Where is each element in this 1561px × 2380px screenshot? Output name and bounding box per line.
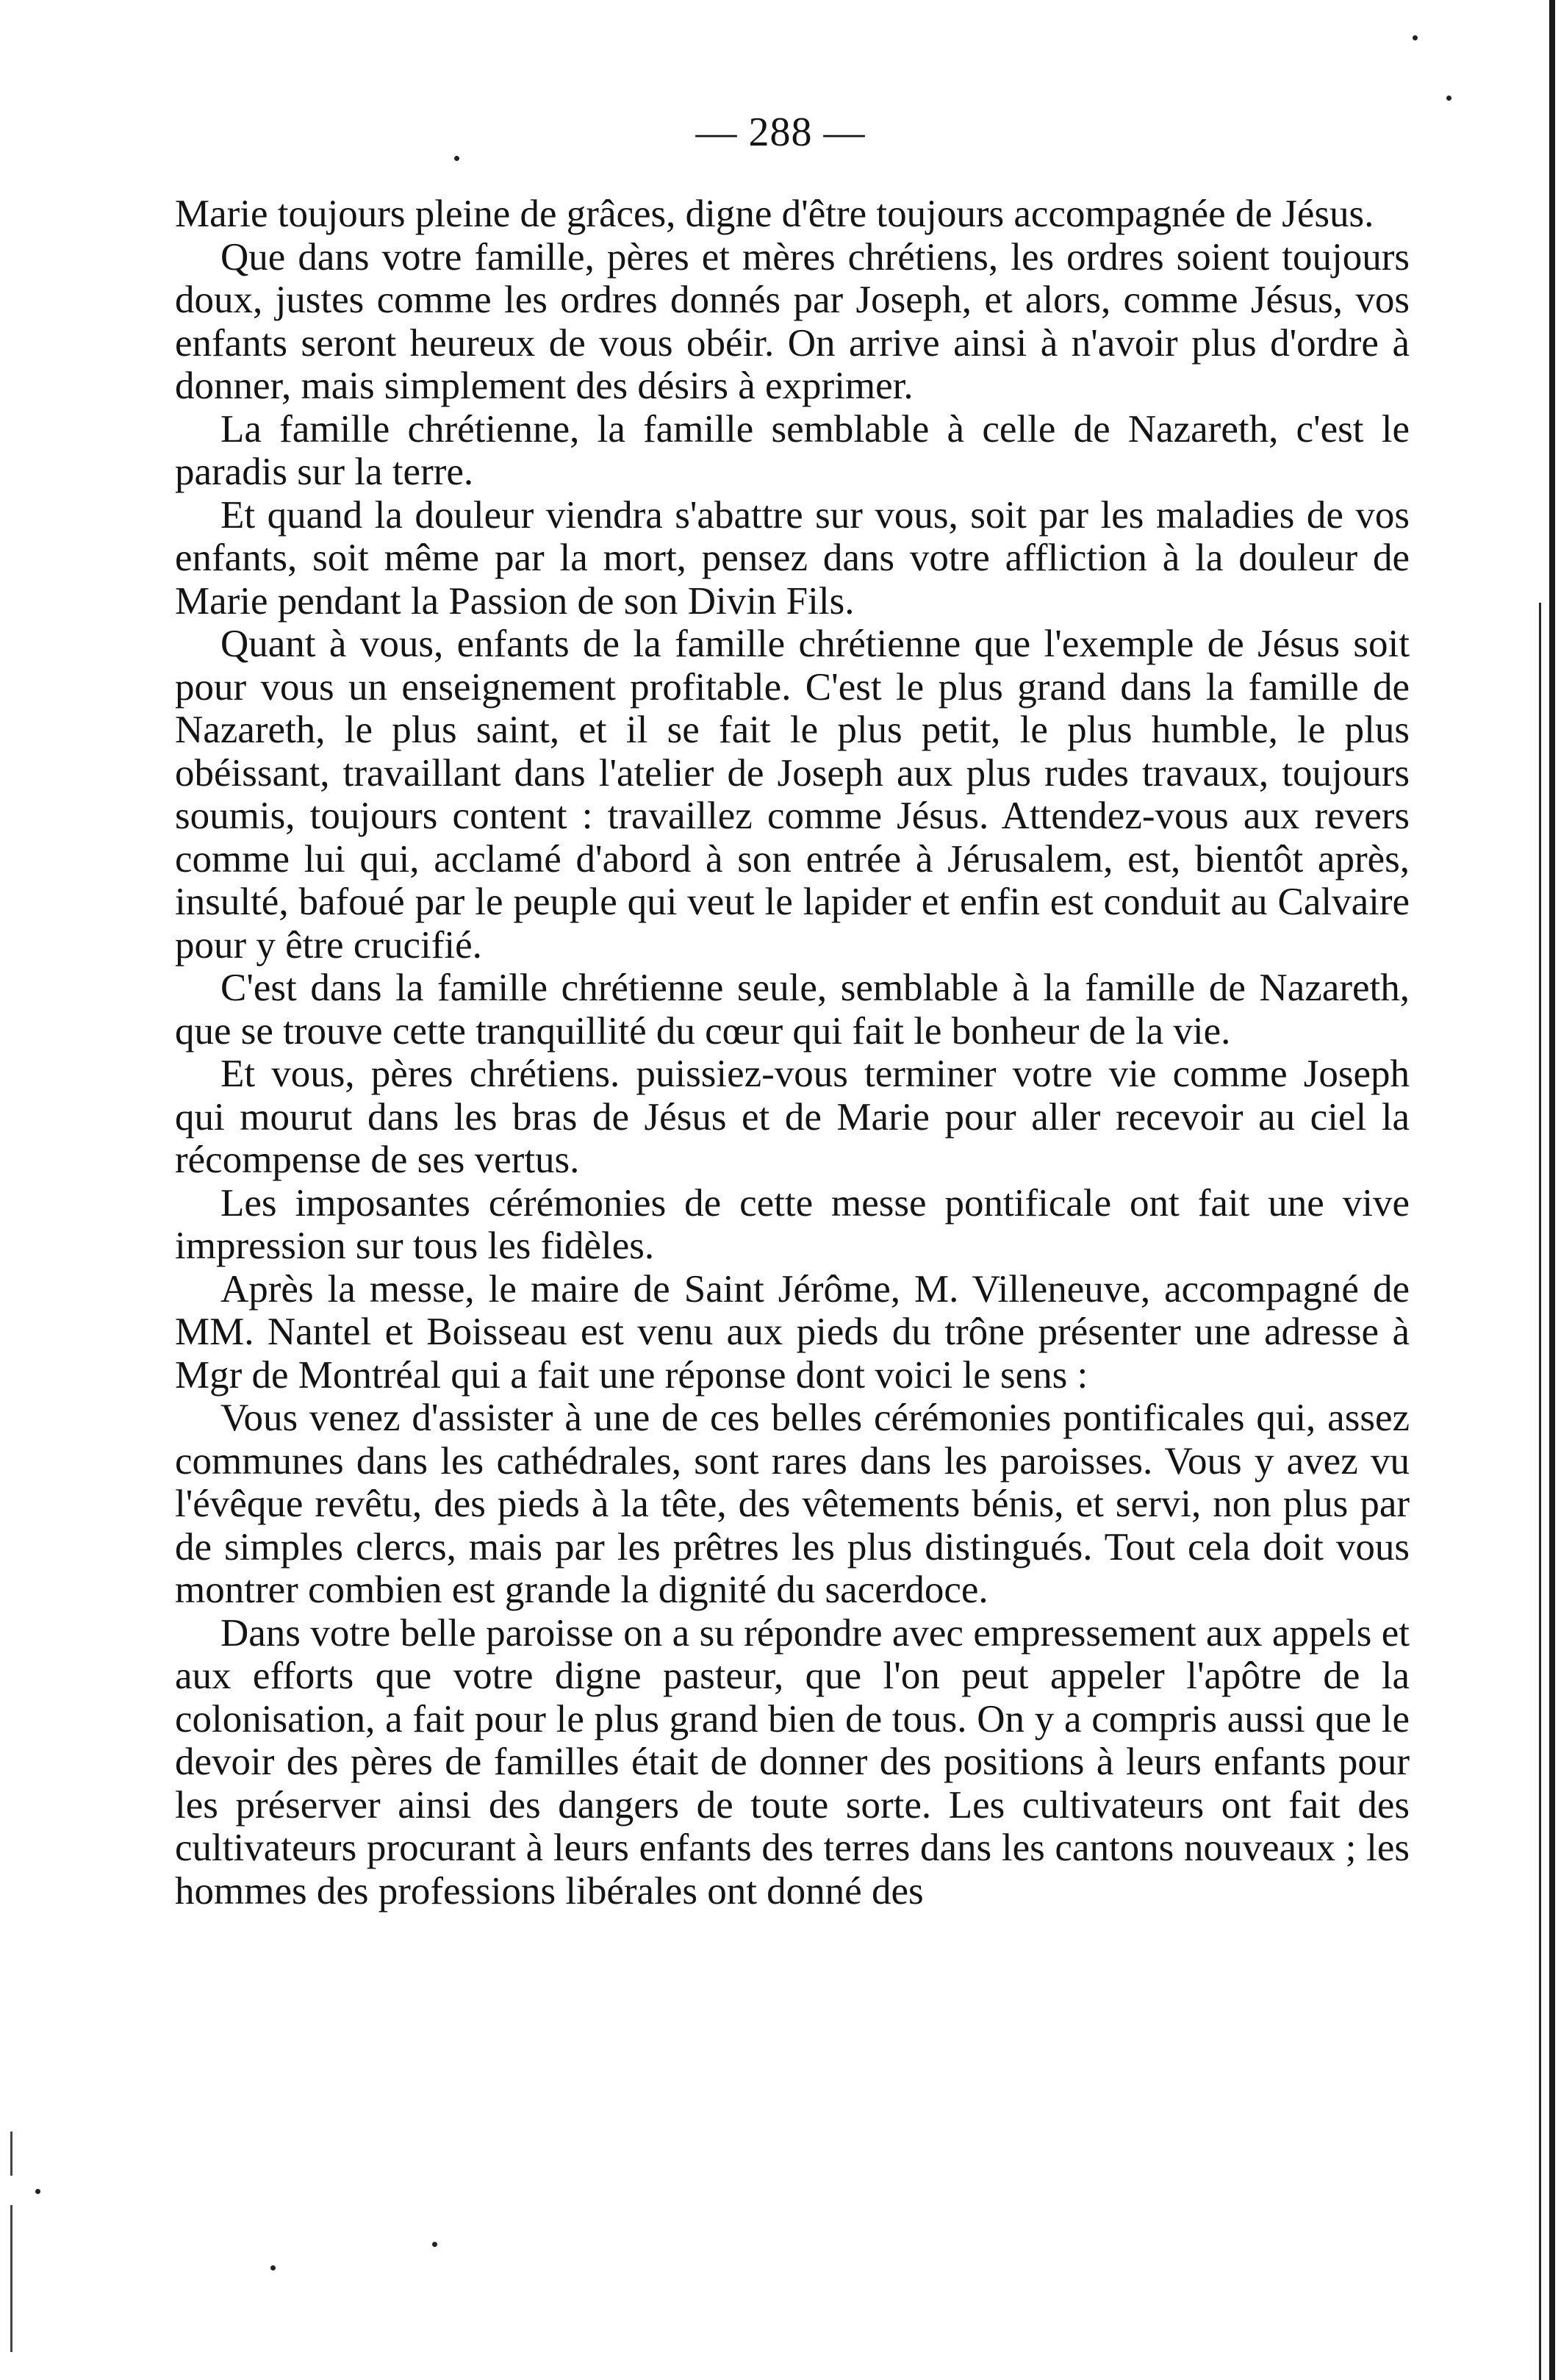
margin-mark [10,2132,12,2176]
paragraph-7: Et vous, pères chrétiens. puissiez-vous terminer votre vie comme Joseph qui mourut dans les bras de Jésus et de Marie pour aller recevoir au ciel la récompense de ses vertus. [175,1053,1410,1181]
paragraph-9: Après la messe, le maire de Saint Jérôme, M. Villeneuve, accompagné de MM. Nantel et Boisseau est venu aux pieds du trône présenter une adresse à Mgr de Montréal qui a fait une réponse dont voici le sens : [175,1267,1410,1397]
scan-speck [270,2265,276,2270]
paragraph-6: C'est dans la famille chrétienne seule, semblable à la famille de Nazareth, que se trouve cette tranquillité du cœur qui fait le bonheur de la vie. [175,967,1410,1053]
paragraph-5: Quant à vous, enfants de la famille chrétienne que l'exemple de Jésus soit pour vous un enseignement profitable. C'est le plus grand dans la famille de Nazareth, le plus saint, et il se fait le plus petit, le plus humble, le plus obéissant, travaillant dans l'atelier de Joseph aux plus rudes travaux, toujours soumis, toujours content : travaillez comme Jésus. Attendez-vous aux revers comme lui qui, acclamé d'abord à son entrée à Jérusalem, est, bientôt après, insulté, bafoué par le peuple qui veut le lapider et enfin est conduit au Calvaire pour y être crucifié. [175,623,1410,967]
scan-speck [35,2189,40,2194]
scan-speck [432,2242,437,2247]
paragraph-4: Et quand la douleur viendra s'abattre sur vous, soit par les maladies de vos enfants, soit même par la mort, pensez dans votre affliction à la douleur de Marie pendant la Passion de son Divin Fils. [175,493,1410,623]
paragraph-10: Vous venez d'assister à une de ces belles cérémonies pontificales qui, assez communes dans les cathédrales, sont rares dans les paroisses. Vous y avez vu l'évêque revêtu, des pieds à la tête, des vêtements bénis, et servi, non plus par de simples clercs, mais par les prêtres les plus distingués. Tout cela doit vous montrer combien est grande la dignité du sacerdoce. [175,1397,1410,1611]
page-number: — 288 — [695,110,866,155]
paragraph-1: Marie toujours pleine de grâces, digne d'être toujours accompagnée de Jésus. [175,193,1374,235]
paragraph-11: Dans votre belle paroisse on a su répondre avec empressement aux appels et aux efforts que votre digne pasteur, que l'on peut appeler l'apôtre de la colonisation, a fait pour le plus grand bien de tous. On y a compris aussi que le devoir des pères de familles était de donner des positions à leurs enfants pour les préserver ainsi des dangers de toute sorte. Les cultivateurs ont fait des cultivateurs procurant à leurs enfants des terres dans les cantons nouveaux ; les hommes des professions libérales ont donné des [175,1611,1410,1913]
paragraph-3: La famille chrétienne, la famille semblable à celle de Nazareth, c'est le paradis sur la terre. [175,407,1410,493]
paragraph-2: Que dans votre famille, pères et mères chrétiens, les ordres soient toujours doux, justes comme les ordres donnés par Joseph, et alors, comme Jésus, vos enfants seront heureux de vous obéir. On arrive ainsi à n'avoir plus d'ordre à donner, mais simplement des désirs à exprimer. [175,235,1410,407]
page-edge-shadow [1549,0,1555,2380]
margin-mark [10,2205,12,2352]
scan-speck [1446,96,1451,101]
page-edge-line [1539,603,1541,2380]
paragraph-8: Les imposantes cérémonies de cette messe pontificale ont fait une vive impression sur tous les fidèles. [175,1181,1410,1267]
scan-speck [454,156,459,161]
body-text [175,193,1410,1913]
scan-speck [1413,35,1418,40]
